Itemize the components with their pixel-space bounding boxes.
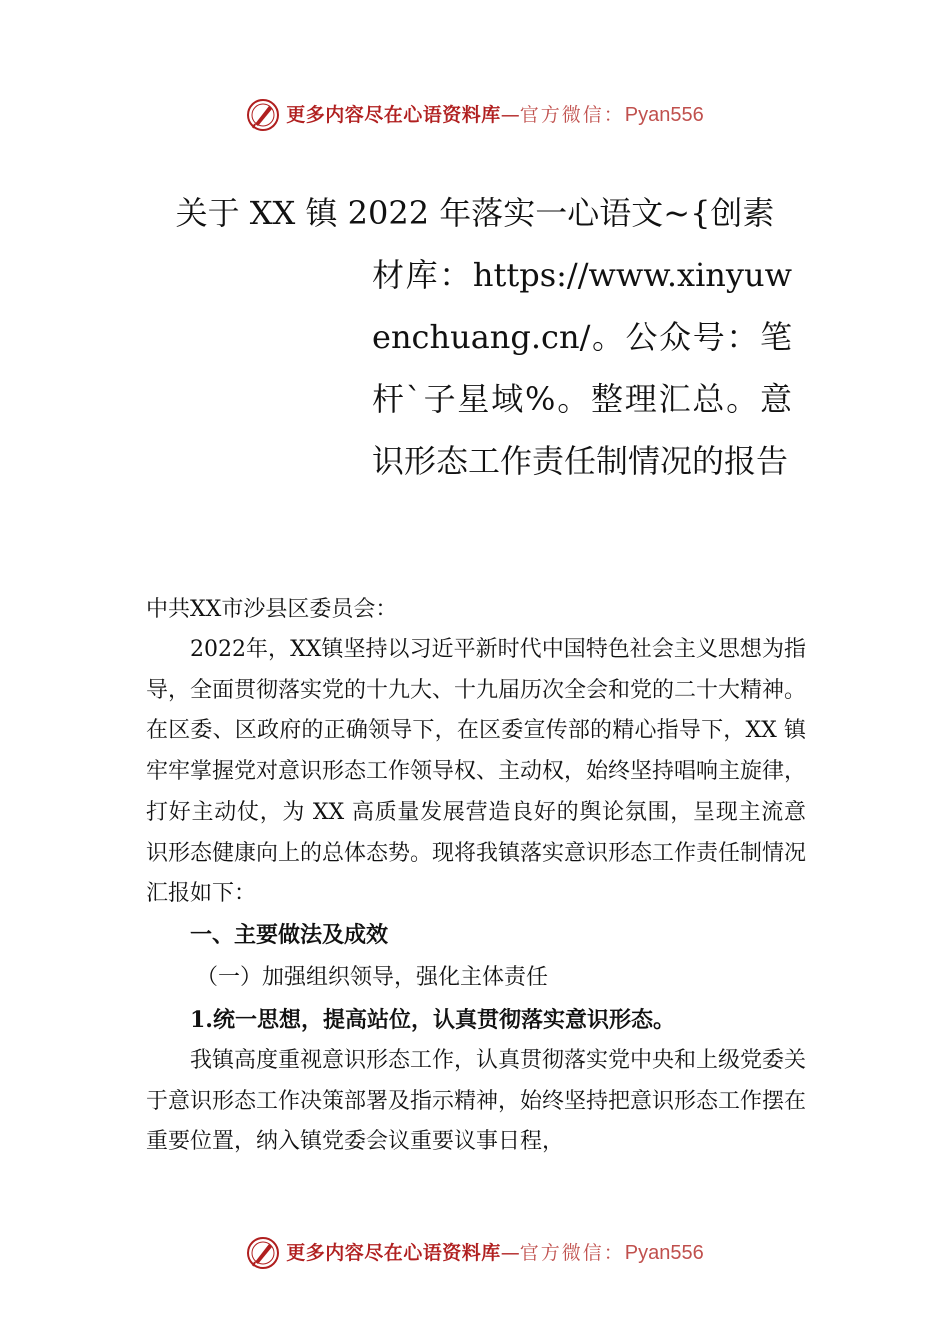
banner-separator: — [500, 104, 520, 126]
banner-main-text: 更多内容尽在心语资料库 [286, 1242, 501, 1264]
title-first-line: 关于 XX 镇 2022 年落实一心语文~{创素 [175, 194, 775, 232]
banner-text [286, 1243, 704, 1263]
banner-wechat-label: 官方微信： [519, 104, 625, 126]
banner-wechat-id: Pyan556 [624, 1242, 704, 1264]
quill-pen-logo-icon [246, 98, 280, 132]
banner-main-text: 更多内容尽在心语资料库 [286, 104, 501, 126]
document-body [146, 590, 806, 1163]
salutation: 中共XX市沙县区委员会： [146, 597, 398, 622]
intro-paragraph: 2022年，XX镇坚持以习近平新时代中国特色社会主义思想为指导，全面贯彻落实党的十九大、十九届历次全会和党的二十大精神。在区委、区政府的正确领导下，在区委宣传部的精心指导下，XX 镇牢牢掌握党对意识形态工作领导权、主动权，始终坚持唱响主旋律，打好主动仗，为 XX 高质量发展营造良好的舆论氛围，呈现主流意识形态健康向上的总体态势。现将我镇落实意识形态工作责任制情况汇报如下： [146, 637, 807, 907]
section-heading: 一、主要做法及成效 [190, 922, 389, 948]
header-banner [0, 95, 950, 135]
document-title [0, 182, 950, 492]
title-continuation: 材库：https://www.xinyuwenchuang.cn/。公众号：笔杆`子星域%。整理汇总。意识形态工作责任制情况的报告 [372, 256, 792, 480]
banner-text [286, 105, 704, 125]
banner-separator: — [500, 1242, 520, 1264]
banner-wechat-label: 官方微信： [519, 1242, 625, 1264]
item-paragraph: 我镇高度重视意识形态工作，认真贯彻落实党中央和上级党委关于意识形态工作决策部署及指示精神，始终坚持把意识形态工作摆在重要位置，纳入镇党委会议重要议事日程， [146, 1047, 807, 1155]
quill-pen-logo-icon [246, 1236, 280, 1270]
banner-wechat-id: Pyan556 [624, 104, 704, 126]
item-heading: 1.统一思想，提高站位，认真贯彻落实意识形态。 [190, 1006, 675, 1033]
footer-banner [0, 1233, 950, 1273]
subsection-heading: （一）加强组织领导，强化主体责任 [196, 964, 549, 990]
